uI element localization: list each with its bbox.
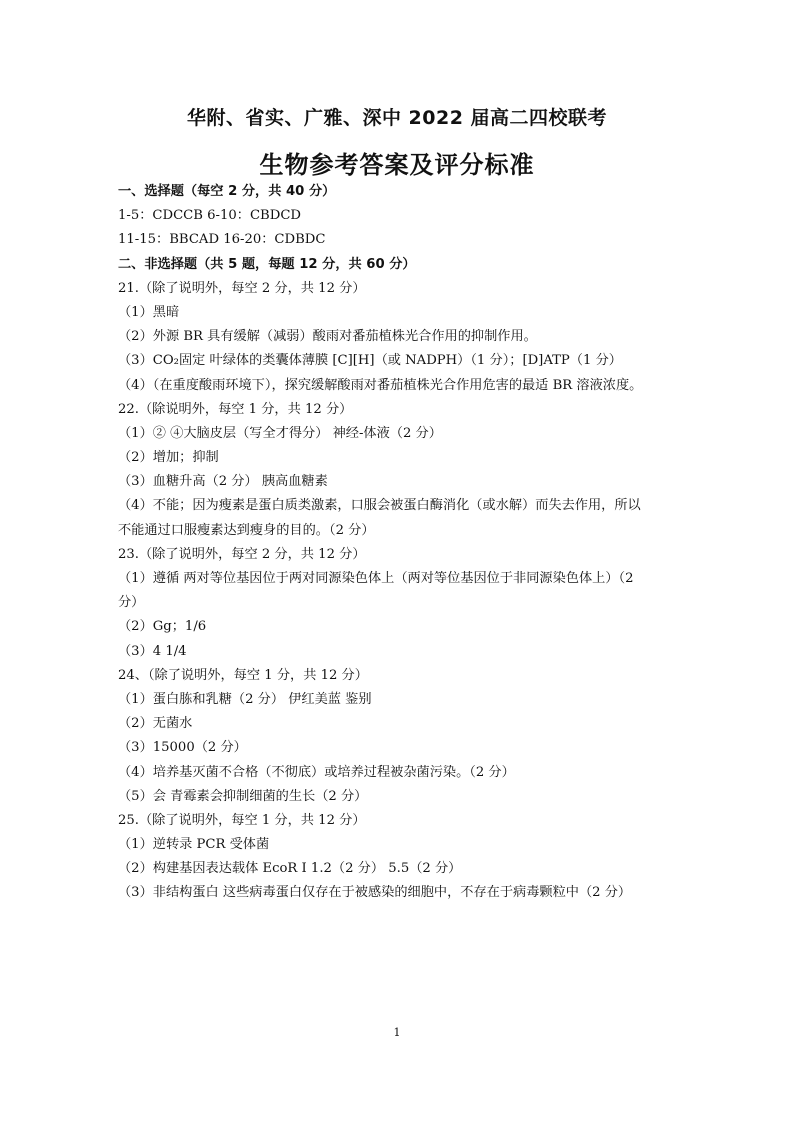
page-number: 1 [393,1026,401,1039]
answer-line: 分） [118,595,145,611]
answer-line: （4）（在重度酸雨环境下），探究缓解酸雨对番茄植株光合作用危害的最适 BR 溶液浓度。 [118,377,643,393]
answer-line: （5）会 青霉素会抑制细菌的生长（2 分） [118,788,368,804]
answer-line: （3）血糖升高（2 分） 胰高血糖素 [118,474,328,490]
answer-line: （1）逆转录 PCR 受体菌 [118,837,270,853]
answer-line: （3）4 1/4 [118,643,187,659]
answer-line: （2）无菌水 [118,716,193,732]
answer-line: （2）构建基因表达载体 EcoR Ⅰ 1.2（2 分） 5.5（2 分） [118,861,462,877]
answer-line: （2）Gg；1/6 [118,619,207,635]
answer-line: （1）黑暗 [118,304,180,320]
answer-line: （1）蛋白胨和乳糖（2 分） 伊红美蓝 鉴别 [118,691,372,707]
answer-line: （1）遵循 两对等位基因位于两对同源染色体上（两对等位基因位于非同源染色体上）（2 [118,571,634,586]
document-subtitle: 生物参考答案及评分标准 [259,151,535,179]
question-header-23: 23.（除了说明外，每空 2 分，共 12 分） [118,546,366,562]
question-header-24: 24、（除了说明外，每空 1 分，共 12 分） [118,667,368,683]
answer-line: （1）② ④大脑皮层（写全才得分） 神经-体液（2 分） [118,425,442,441]
answer-line: （2）外源 BR 具有缓解（减弱）酸雨对番茄植株光合作用的抑制作用。 [118,329,537,345]
answer-line: （2）增加；抑制 [118,450,219,466]
question-header-25: 25.（除了说明外，每空 1 分，共 12 分） [118,812,366,828]
question-header-21: 21.（除了说明外，每空 2 分，共 12 分） [118,280,366,296]
answer-line: 1-5：CDCCB 6-10：CBDCD [118,208,301,224]
answer-line: （4）不能；因为瘦素是蛋白质类激素，口服会被蛋白酶消化（或水解）而失去作用，所以 [118,498,641,514]
question-header-22: 22.（除说明外，每空 1 分，共 12 分） [118,401,353,417]
answer-line: （4）培养基灭菌不合格（不彻底）或培养过程被杂菌污染。（2 分） [118,764,515,780]
exam-title: 华附、省实、广雅、深中 2022 届高二四校联考 [186,107,608,129]
answer-line: 11-15：BBCAD 16-20：CDBDC [118,232,326,248]
answer-line: （3）15000（2 分） [118,740,247,756]
answer-line: （3）CO₂固定 叶绿体的类囊体薄膜 [C][H]（或 NADPH）（1 分）；[D]ATP（1 分） [118,353,622,369]
answer-line: （3）非结构蛋白 这些病毒蛋白仅存在于被感染的细胞中，不存在于病毒颗粒中（2 分） [118,885,632,901]
answer-body [118,180,688,906]
section-heading-choice: 一、选择题（每空 2 分，共 40 分） [118,184,336,199]
answer-line: 不能通过口服瘦素达到瘦身的目的。（2 分） [118,522,375,538]
section-heading-nonchoice: 二、非选择题（共 5 题，每题 12 分，共 60 分） [118,256,416,272]
